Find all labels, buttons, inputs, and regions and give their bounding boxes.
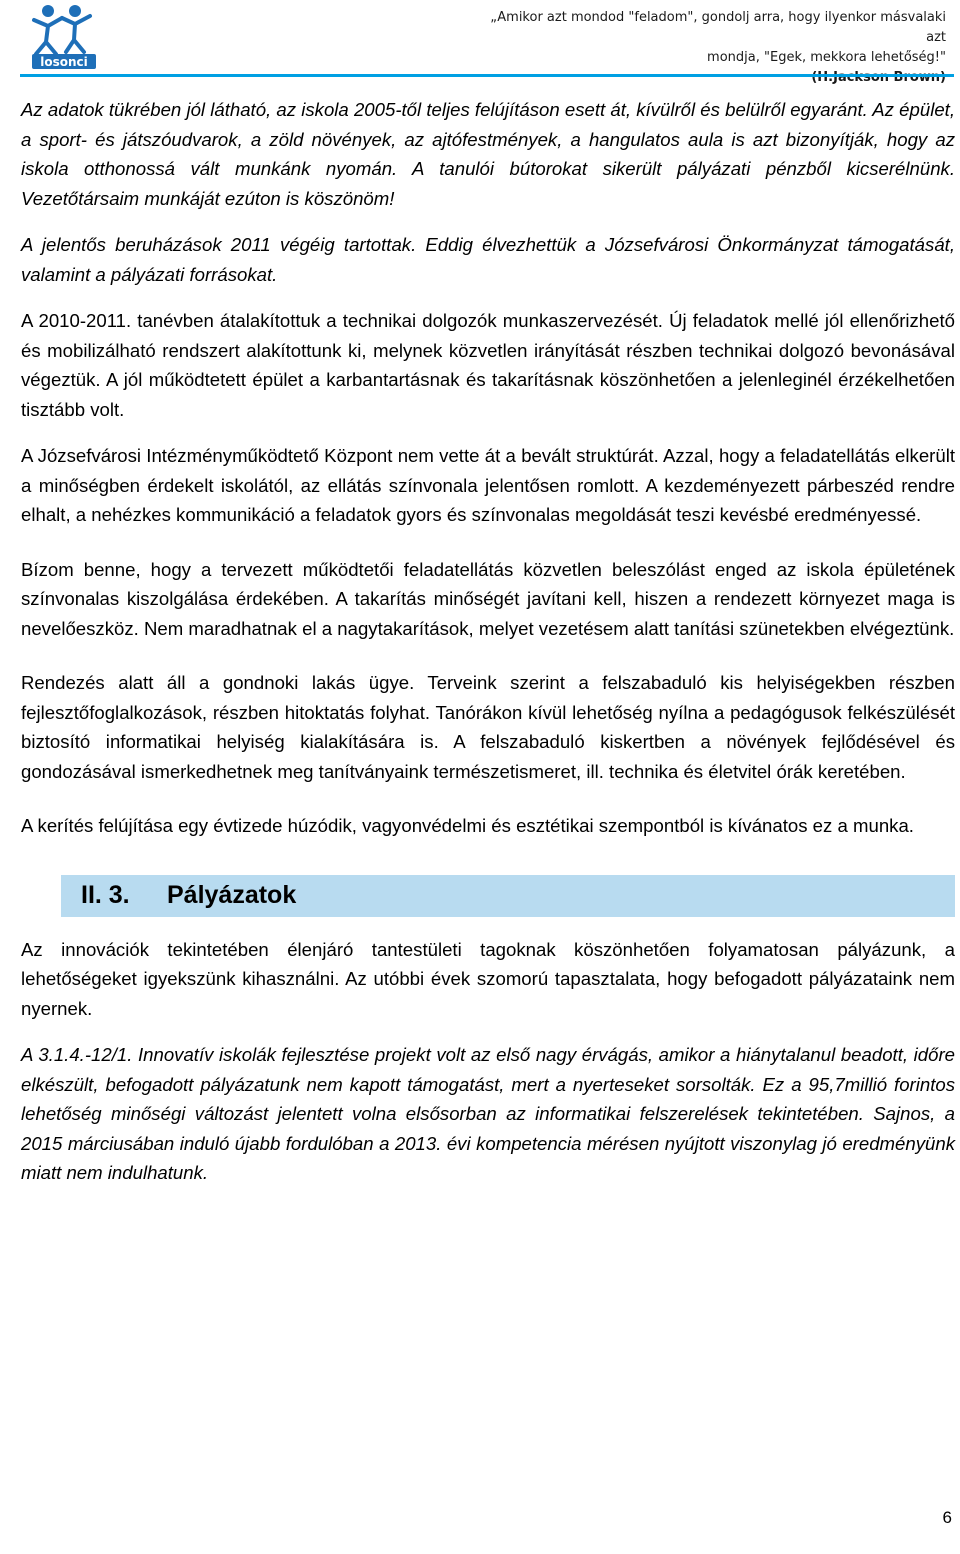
paragraph-2: A jelentős beruházások 2011 végéig tartottak. Eddig élvezhettük a Józsefvárosi Önkormányzat támogatását, valamint a pályázati forrásokat.: [21, 234, 955, 285]
section-title: Pályázatok: [167, 881, 297, 909]
page-header: [0, 0, 960, 85]
paragraph-4: A Józsefvárosi Intézményműködtető Központ nem vette át a bevált struktúrát. Azzal, hogy a feladatellátás elkerült a minőségben érdekelt iskolától, az ellátás színvonala jelentősen romlott. A kezdeményezett párbeszéd rendre elhalt, a nehézkes kommunikáció a feladatok gyors és színvonalas megoldását teszi kevésbé eredményessé.: [21, 445, 955, 525]
paragraph-9: A 3.1.4.-12/1. Innovatív iskolák fejlesztése projekt volt az első nagy érvágás, amikor a hiánytalanul beadott, időre elkészült, befogadott pályázatunk nem kapott támogatást, mert a nyerteseket sorsolták. Ez a 95,7millió forintos lehetőség minőségi változást jelentett volna elsősorban az informatikai felszerelések tekintetében. Sajnos, a 2015 márciusában induló újabb fordulóban a 2013. évi kompetencia mérésen nyújtott viszonylag jó eredményünk miatt nem indulhatunk.: [21, 1044, 955, 1183]
paragraph-8: Az innovációk tekintetében élenjáró tantestületi tagoknak köszönhetően folyamatosan pályázunk, a lehetőségeket igyekszünk kihasználni. Az utóbbi évek szomorú tapasztalata, hogy befogadott pályázataink nem nyernek.: [21, 938, 955, 1019]
paragraph-6: Rendezés alatt áll a gondnoki lakás ügye. Terveink szerint a felszabaduló kis helyiségekben részben fejlesztőfoglalkozások, részben hitoktatás folyhat. Tanórákon kívül lehetőség nyílna a pedagógusok felkészülését biztosító informatikai helyiség kialakítására is. A felszabaduló kiskertben a növények fejlődésével és gondozásával ismerkedhetnek meg tanítványaink természetismeret, ill. technika és életvitel órák keretében.: [21, 672, 955, 782]
quote-line-2: mondja, "Egek, mekkora lehetőség!": [707, 50, 946, 65]
logo-text: losonci: [40, 55, 88, 69]
paragraph-5: Bízom benne, hogy a tervezett működtetői feladatellátás közvetlen beleszólást enged az iskola épületének színvonalas kiszolgálása érdekében. A takarítás minőségét javítani kell, hiszen a rendezett környezet maga is nevelőeszköz. Nem maradhatnak el a nagytakarítások, melyet vezetésem alatt tanítási szünetekben elvégeztünk.: [21, 558, 955, 639]
header-divider: [20, 74, 954, 77]
paragraph-1: Az adatok tükrében jól látható, az iskola 2005-től teljes felújításon esett át, kívülről és belülről egyaránt. Az épület, a sport- és játszóudvarok, a zöld növények, az ajtófestmények, a hangulatos aula is azt bizonyítják, hogy az iskola otthonossá vált munkánk nyomán. A tanulói bútorokat sikerült pályázati pénzből kicserélnünk. Vezetőtársaim munkáját ezúton is köszönöm!: [21, 99, 955, 209]
quote-line-1: „Amikor azt mondod "feladom", gondolj arra, hogy ilyenkor másvalaki azt: [490, 10, 946, 45]
school-logo: [28, 2, 100, 70]
document-body: [21, 95, 955, 1188]
paragraph-3: A 2010-2011. tanévben átalakítottuk a technikai dolgozók munkaszervezését. Új feladatok mellé jól ellenőrizhető és mobilizálható rendszert alakítottunk ki, melynek közvetlen irányítását részben technikai dolgozó bevonásával végeztük. A jól működtetett épület a karbantartásnak és takarításnak köszönhetően a jelenleginél érzékelhetően tisztább volt.: [21, 310, 955, 420]
section-number: II. 3.: [81, 881, 130, 909]
page-number: 6: [942, 1508, 952, 1527]
section-heading: [61, 875, 955, 917]
paragraph-7: A kerítés felújítása egy évtizede húzódik, vagyonvédelmi és esztétikai szempontból is kívánatos ez a munka.: [21, 815, 914, 836]
quote-author: (H.Jackson Brown): [811, 70, 946, 85]
